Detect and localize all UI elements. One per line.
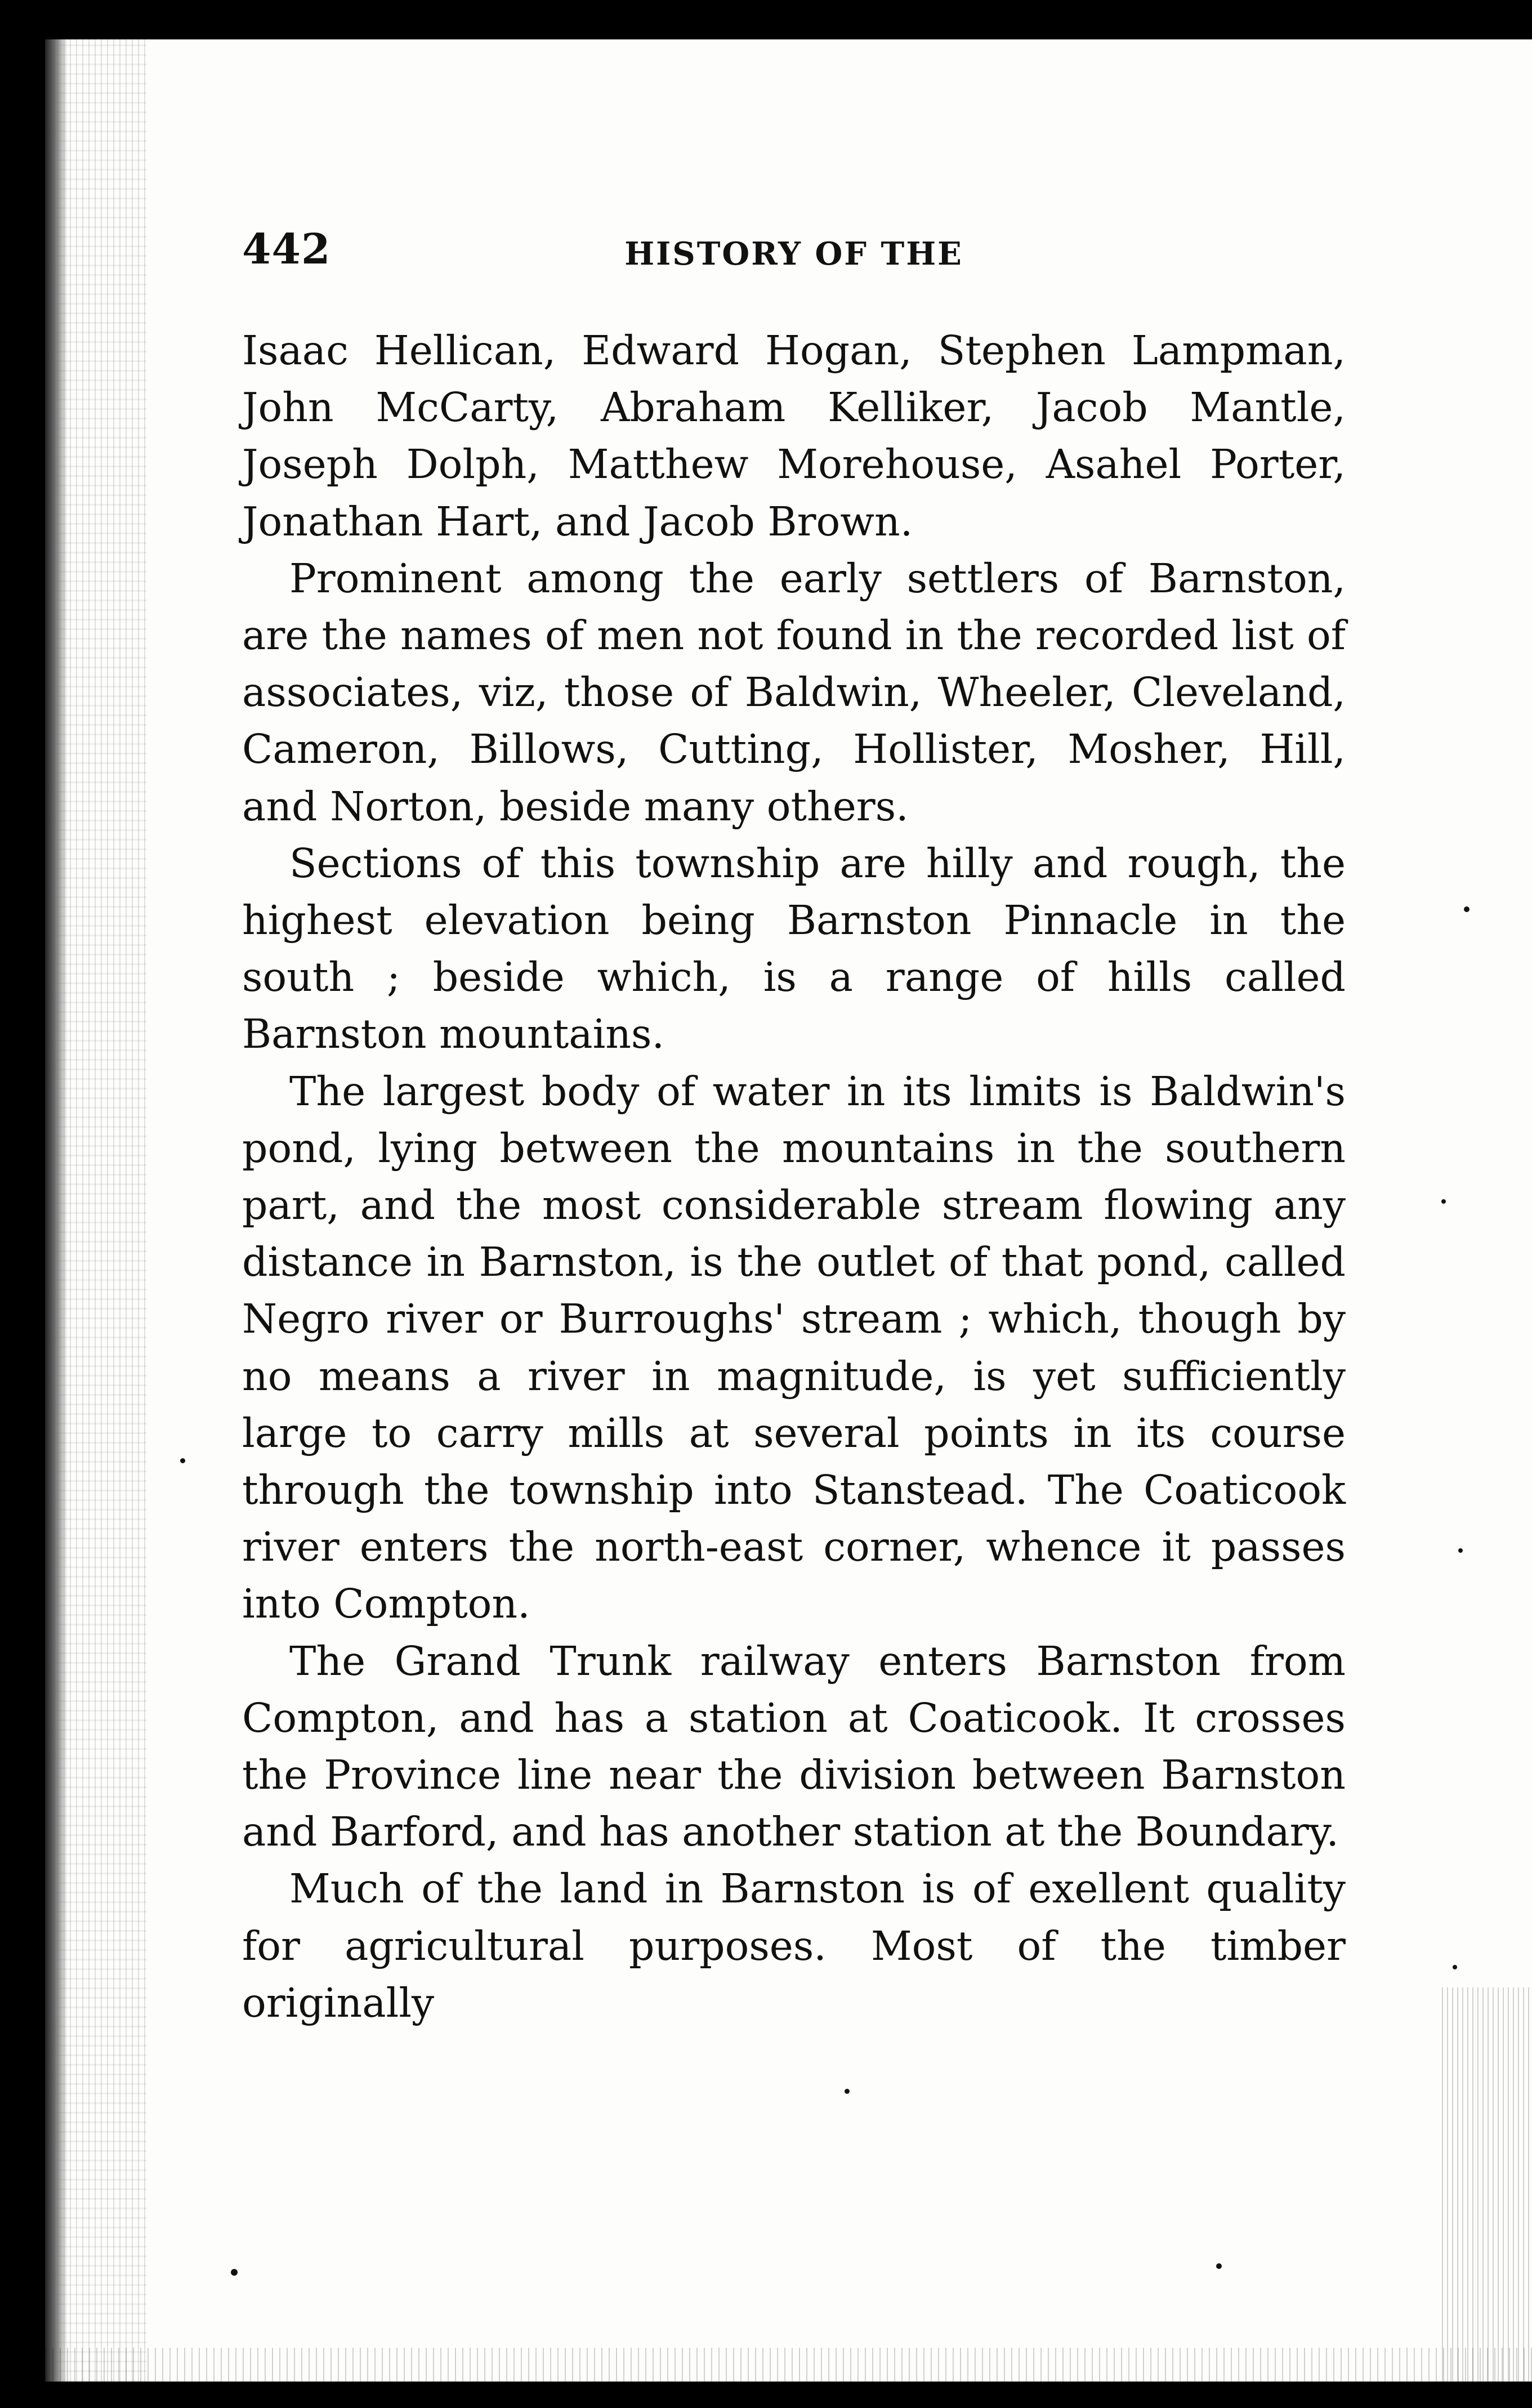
paragraph: Much of the land in Barnston is of exellent quality for agricultural purposes. Most of the timber originally [242, 1865, 1346, 2026]
scan-speck [180, 1458, 185, 1463]
scan-bottom-noise [45, 2348, 1532, 2382]
scan-speck [845, 2089, 850, 2094]
scan-speck [1458, 1548, 1463, 1553]
page-number: 442 [242, 225, 331, 274]
scan-edge-noise [1442, 1987, 1532, 2382]
page-header [242, 225, 1346, 293]
scan-speck [231, 2269, 238, 2276]
paragraph: Isaac Hellican, Edward Hogan, Stephen Lampman, John McCarty, Abraham Kelliker, Jacob Mantle, Joseph Dolph, Matthew Morehouse, Asahel Porter, Jonathan Hart, and Jacob Brown. [242, 327, 1346, 545]
paragraph: The Grand Trunk railway enters Barnston from Compton, and has a station at Coaticook. It crosses the Province line near the division between Barnston and Barford, and has another station at the Boundary. [242, 1637, 1346, 1856]
paragraph: Prominent among the early settlers of Barnston, are the names of men not found in the recorded list of associates, viz, those of Baldwin, Wheeler, Cleveland, Cameron, Billows, Cutting, Hollister, Mosher, Hill, and Norton, beside many others. [242, 555, 1346, 830]
paragraph: The largest body of water in its limits is Baldwin's pond, lying between the mountains in the southern part, and the most considerable stream flowing any distance in Barnston, is the outlet of that pond, called Negro river or Burroughs' stream ; which, though by no means a river in magnitude, is yet sufficiently large to carry mills at several points in its course through the township into Stanstead. The Coaticook river enters the north-east corner, whence it passes into Compton. [242, 1067, 1346, 1628]
binding-shadow [45, 39, 68, 2382]
paragraph: Sections of this township are hilly and rough, the highest elevation being Barnston Pinnacle in the south ; beside which, is a range of hills called Barnston mountains. [242, 839, 1346, 1058]
scan-speck [1464, 906, 1470, 912]
scan-speck [1441, 1199, 1446, 1204]
scan-speck [1453, 1965, 1457, 1969]
body-text [242, 322, 1346, 2031]
running-head: HISTORY OF THE [624, 235, 963, 272]
scan-speck [1216, 2263, 1222, 2269]
